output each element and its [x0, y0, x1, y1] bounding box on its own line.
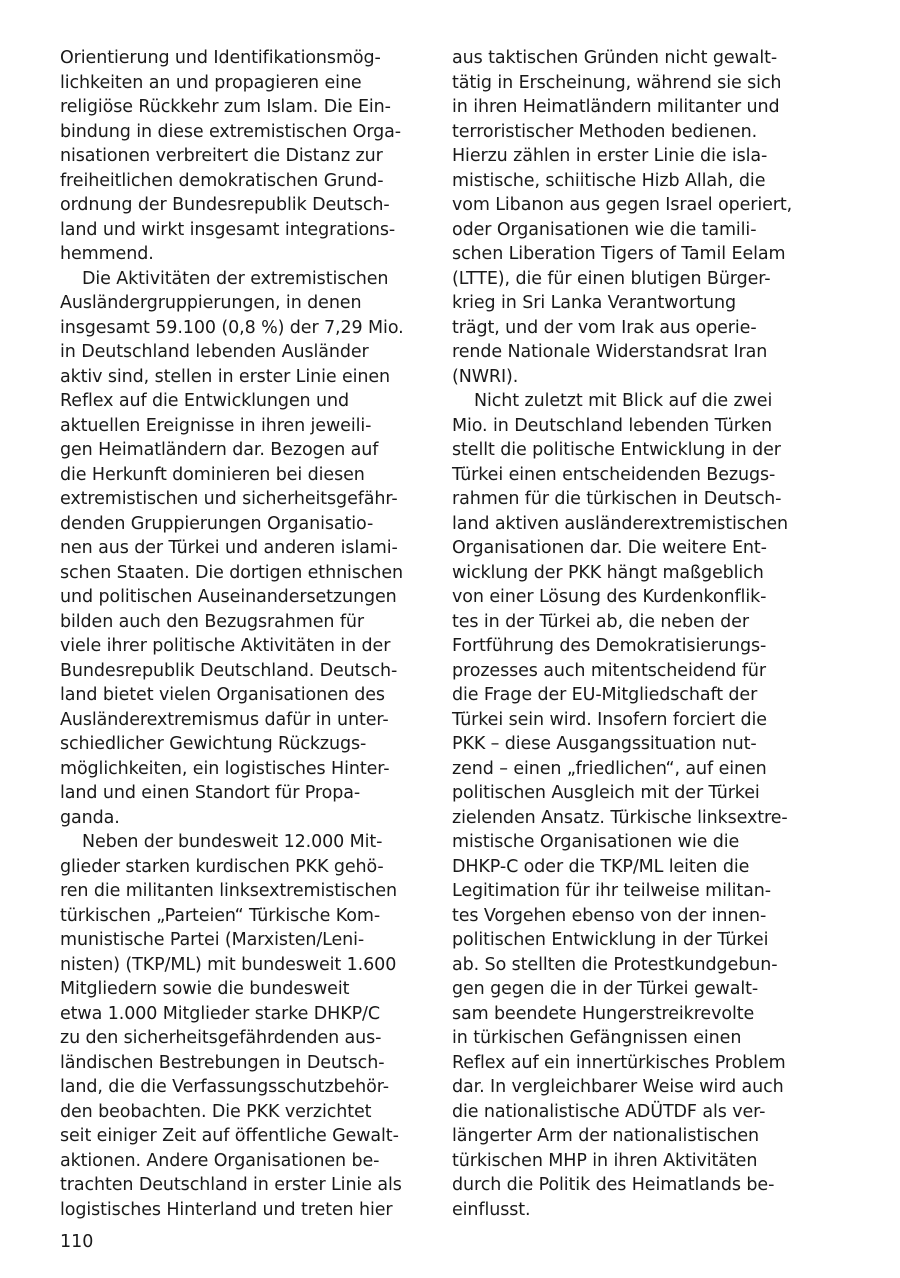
text-line: munistische Partei (Marxisten/Leni- — [60, 930, 365, 950]
right-text-column — [452, 46, 804, 1222]
text-line: Türkei sein wird. Insofern forciert die — [452, 709, 767, 730]
text-line: extremistischen und sicherheitsgefähr- — [60, 489, 398, 509]
text-line: logistisches Hinterland und treten hier — [60, 1199, 393, 1220]
text-line: hemmend. — [60, 244, 154, 264]
text-line: krieg in Sri Lanka Verantwortung — [452, 293, 736, 313]
text-line: lichkeiten an und propagieren eine — [60, 72, 362, 93]
text-line: denden Gruppierungen Organisatio- — [60, 513, 374, 534]
text-line: land, die die Verfassungsschutzbehör- — [60, 1077, 389, 1097]
text-line: (LTTE), die für einen blutigen Bürger- — [452, 268, 771, 289]
text-line: politischen Entwicklung in der Türkei — [452, 930, 769, 950]
text-line: schiedlicher Gewichtung Rückzugs- — [60, 734, 367, 754]
text-line: land und einen Standort für Propa- — [60, 783, 361, 803]
text-line: oder Organisationen wie die tamili- — [452, 219, 757, 240]
text-line: von einer Lösung des Kurdenkonflik- — [452, 587, 767, 607]
text-line: Bundesrepublik Deutschland. Deutsch- — [60, 660, 398, 681]
text-line: den beobachten. Die PKK verzichtet — [60, 1101, 372, 1122]
text-line: Organisationen dar. Die weitere Ent- — [452, 538, 767, 558]
text-line: Mio. in Deutschland lebenden Türken — [452, 415, 772, 436]
text-line: (NWRI). — [452, 366, 519, 387]
text-line: Neben der bundesweit 12.000 Mit- — [82, 832, 383, 852]
text-line: die nationalistische ADÜTDF als ver- — [452, 1101, 766, 1122]
text-line: gen gegen die in der Türkei gewalt- — [452, 979, 759, 999]
text-line: türkischen „Parteien“ Türkische Kom- — [60, 905, 381, 926]
text-line: tes Vorgehen ebenso von der innen- — [452, 905, 767, 926]
text-line: Reflex auf ein innertürkisches Problem — [452, 1052, 786, 1073]
text-line: wicklung der PKK hängt maßgeblich — [452, 562, 764, 583]
text-line: aktionen. Andere Organisationen be- — [60, 1150, 380, 1171]
text-line: land und wirkt insgesamt integrations- — [60, 219, 396, 240]
text-line: rahmen für die türkischen in Deutsch- — [452, 489, 782, 509]
text-line: etwa 1.000 Mitglieder starke DHKP/C — [60, 1003, 380, 1024]
text-line: zend – einen „friedlichen“, auf einen — [452, 758, 767, 779]
text-line: freiheitlichen demokratischen Grund- — [60, 170, 384, 191]
text-line: insgesamt 59.100 (0,8 %) der 7,29 Mio. — [60, 317, 404, 338]
text-line: zielenden Ansatz. Türkische linksextre- — [452, 807, 788, 828]
text-line: mistische Organisationen wie die — [452, 832, 740, 852]
text-line: ren die militanten linksextremistischen — [60, 881, 397, 901]
text-line: gen Heimatländern dar. Bezogen auf — [60, 440, 379, 460]
text-line: bilden auch den Bezugsrahmen für — [60, 611, 364, 632]
text-line: in ihren Heimatländern militanter und — [452, 97, 780, 117]
text-line: trägt, und der vom Irak aus operie- — [452, 317, 757, 338]
text-line: Ausländerextremismus dafür in unter- — [60, 709, 389, 730]
text-line: mistische, schiitische Hizb Allah, die — [452, 170, 766, 191]
text-line: bindung in diese extremistischen Orga- — [60, 121, 401, 142]
text-line: Hierzu zählen in erster Linie die isla- — [452, 146, 768, 166]
text-line: Fortführung des Demokratisierungs- — [452, 636, 767, 656]
text-line: aktuellen Ereignisse in ihren jeweili- — [60, 415, 372, 436]
text-line: möglichkeiten, ein logistisches Hinter- — [60, 758, 390, 779]
text-line: Die Aktivitäten der extremistischen — [82, 268, 389, 289]
left-text-column — [60, 46, 412, 1222]
text-line: durch die Politik des Heimatlands be- — [452, 1175, 775, 1195]
text-line: Reflex auf die Entwicklungen und — [60, 391, 349, 411]
text-line: schen Staaten. Die dortigen ethnischen — [60, 562, 404, 583]
text-line: prozesses auch mitentscheidend für — [452, 660, 766, 681]
text-line: stellt die politische Entwicklung in der — [452, 440, 781, 460]
text-line: seit einiger Zeit auf öffentliche Gewalt- — [60, 1126, 399, 1146]
text-line: ganda. — [60, 807, 120, 828]
text-line: türkischen MHP in ihren Aktivitäten — [452, 1150, 758, 1171]
text-line: PKK – diese Ausgangssituation nut- — [452, 734, 757, 754]
text-line: rende Nationale Widerstandsrat Iran — [452, 342, 768, 362]
text-line: in Deutschland lebenden Ausländer — [60, 342, 369, 362]
text-line: die Frage der EU-Mitgliedschaft der — [452, 685, 758, 705]
text-line: Ausländergruppierungen, in denen — [60, 293, 362, 313]
text-line: in türkischen Gefängnissen einen — [452, 1028, 742, 1048]
text-line: dar. In vergleichbarer Weise wird auch — [452, 1077, 784, 1097]
text-line: terroristischer Methoden bedienen. — [452, 121, 758, 142]
text-line: einflusst. — [452, 1199, 531, 1220]
text-line: Nicht zuletzt mit Blick auf die zwei — [474, 391, 773, 411]
text-line: die Herkunft dominieren bei diesen — [60, 464, 365, 485]
text-line: land bietet vielen Organisationen des — [60, 685, 385, 705]
text-line: vom Libanon aus gegen Israel operiert, — [452, 195, 793, 215]
text-line: zu den sicherheitsgefährdenden aus- — [60, 1028, 382, 1048]
text-line: nisten) (TKP/ML) mit bundesweit 1.600 — [60, 954, 397, 975]
text-line: längerter Arm der nationalistischen — [452, 1126, 760, 1146]
text-line: ländischen Bestrebungen in Deutsch- — [60, 1052, 385, 1073]
text-line: viele ihrer politische Aktivitäten in der — [60, 636, 391, 656]
text-line: land aktiven ausländerextremistischen — [452, 513, 788, 534]
text-line: glieder starken kurdischen PKK gehö- — [60, 856, 384, 877]
text-line: nisationen verbreitert die Distanz zur — [60, 146, 383, 166]
text-line: DHKP-C oder die TKP/ML leiten die — [452, 856, 750, 877]
text-line: tes in der Türkei ab, die neben der — [452, 611, 749, 632]
text-line: ordnung der Bundesrepublik Deutsch- — [60, 195, 390, 215]
text-line: Mitgliedern sowie die bundesweit — [60, 979, 350, 999]
text-line: aktiv sind, stellen in erster Linie einen — [60, 366, 391, 387]
text-line: sam beendete Hungerstreikrevolte — [452, 1003, 755, 1024]
text-line: politischen Ausgleich mit der Türkei — [452, 783, 760, 803]
text-line: Türkei einen entscheidenden Bezugs- — [452, 464, 776, 485]
text-line: nen aus der Türkei und anderen islami- — [60, 538, 398, 558]
text-line: schen Liberation Tigers of Tamil Eelam — [452, 244, 786, 264]
text-line: Orientierung und Identifikationsmög- — [60, 48, 381, 68]
text-line: und politischen Auseinandersetzungen — [60, 587, 397, 607]
text-line: aus taktischen Gründen nicht gewalt- — [452, 48, 778, 68]
page-number: 110 — [60, 1232, 94, 1252]
text-line: tätig in Erscheinung, während sie sich — [452, 72, 782, 93]
text-line: religiöse Rückkehr zum Islam. Die Ein- — [60, 97, 391, 117]
text-line: trachten Deutschland in erster Linie als — [60, 1175, 402, 1195]
text-line: ab. So stellten die Protestkundgebun- — [452, 954, 778, 975]
text-line: Legitimation für ihr teilweise militan- — [452, 881, 771, 901]
